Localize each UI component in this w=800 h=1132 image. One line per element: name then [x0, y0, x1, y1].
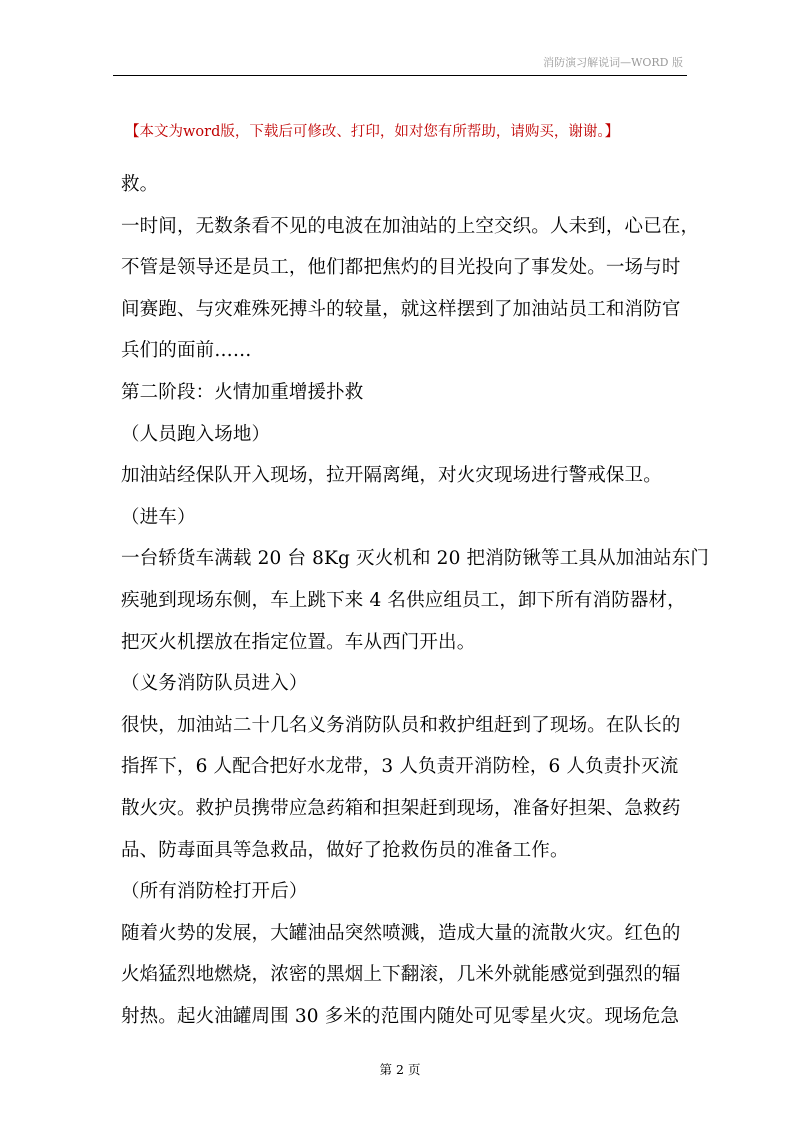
- body-line: 救。: [121, 174, 159, 195]
- header-doc-title: 消防演习解说词—WORD 版: [543, 56, 683, 69]
- red-notice: 【本文为word版，下载后可修改、打印，如对您有所帮助，请购买，谢谢。】: [125, 124, 620, 140]
- stage-direction: （进车）: [121, 506, 196, 528]
- body-line: 指挥下，6 人配合把好水龙带，3 人负责开消防栓，6 人负责扑灭流: [121, 756, 679, 778]
- body-line: 随着火势的发展，大罐油品突然喷溅，造成大量的流散火灾。红色的: [121, 922, 681, 944]
- body-line: 品、防毒面具等急救品，做好了抢救伤员的准备工作。: [121, 839, 569, 861]
- stage-direction: （人员跑入场地）: [121, 423, 271, 445]
- body-line: 一时间，无数条看不见的电波在加油站的上空交织。人未到，心已在，: [121, 215, 700, 237]
- body-line: 间赛跑、与灾难殊死搏斗的较量，就这样摆到了加油站员工和消防官: [121, 298, 681, 320]
- body-line: 很快，加油站二十几名义务消防队员和救护组赶到了现场。在队长的: [121, 714, 681, 736]
- body-line: 兵们的面前……: [121, 340, 252, 362]
- body-line: 火焰猛烈地燃烧，浓密的黑烟上下翻滚，几米外就能感觉到强烈的辐: [121, 964, 681, 986]
- document-body: [121, 164, 710, 1037]
- body-line: 一台轿货车满载 20 台 8Kg 灭火机和 20 把消防锹等工具从加油站东门: [121, 548, 710, 570]
- stage-direction: （义务消防队员进入）: [121, 673, 308, 695]
- body-line: 射热。起火油罐周围 30 多米的范围内随处可见零星火灾。现场危急: [121, 1005, 680, 1027]
- body-line: 不管是领导还是员工，他们都把焦灼的目光投向了事发处。一场与时: [121, 257, 681, 279]
- section-heading: 第二阶段：火情加重增援扑救: [121, 381, 364, 403]
- body-line: 散火灾。救护员携带应急药箱和担架赶到现场，准备好担架、急救药: [121, 797, 681, 819]
- body-line: 加油站经保队开入现场，拉开隔离绳，对火灾现场进行警戒保卫。: [121, 465, 662, 487]
- page-number: 第 2 页: [379, 1062, 421, 1077]
- stage-direction: （所有消防栓打开后）: [121, 881, 308, 903]
- header-divider: [113, 75, 687, 76]
- body-line: 疾驰到现场东侧，车上跳下来 4 名供应组员工，卸下所有消防器材，: [121, 589, 686, 611]
- body-line: 把灭火机摆放在指定位置。车从西门开出。: [121, 631, 476, 653]
